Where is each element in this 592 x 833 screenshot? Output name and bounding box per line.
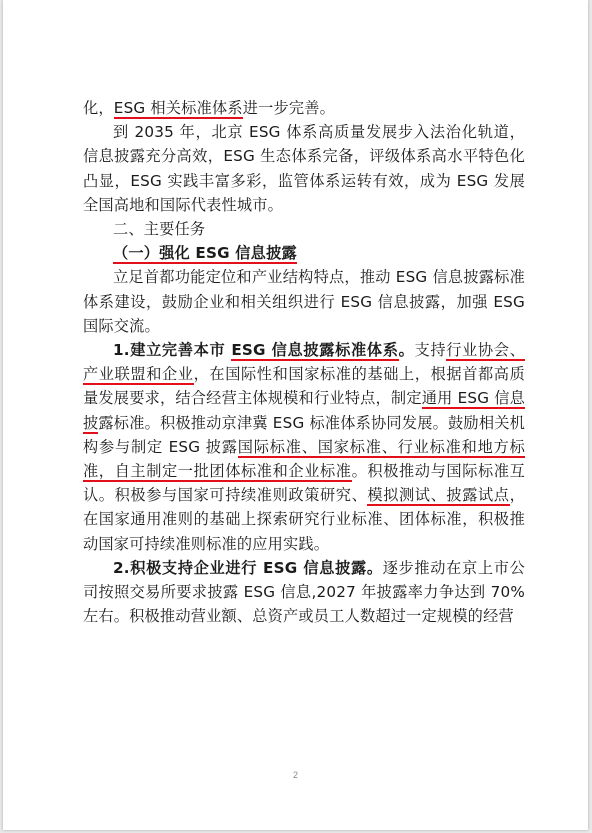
highlight-underline: ESG 相关标准体系 — [113, 99, 243, 117]
document-page — [3, 0, 588, 830]
highlight-underline: 国际标准、国家标准、行业标准和地方标准，自主制定一批团体标准和企业标准 — [83, 437, 525, 481]
paragraph-goal-end: 化，ESG 相关标准体系进一步完善。 — [83, 99, 336, 117]
highlight-underline: 模拟测试、披露试点 — [367, 486, 510, 505]
highlight-underline: 行业协会、产业联盟和企业 — [83, 341, 526, 384]
section-heading: 二、主要任务 — [113, 220, 206, 239]
highlight-underline: ESG 信息披露标准体系 — [231, 341, 399, 360]
paragraph-item-1: 1.建立完善本市 ESG 信息披露标准体系。支持行业协会、产业联盟和企业，在国际性和国家标准的基础上，根据首都高质量发展要求，结合经营主体规模和行业特点，制定通用 ESG 信息披露标准。积极推动京津冀 ESG 标准体系协同发展。鼓励相关机构参与制定 ESG 披露国际标准、国家标准、行业标准和地方标准，自主制定一批团体标准和企业标准。积极推动与国际标准互认。积极参与国家可持续准则政策研究、模拟测试、披露试点，在国家通用准则的基础上探索研究行业标准、团体标准，积极推动国家可持续准则标准的应用实践。 — [83, 341, 526, 553]
subsection-heading — [83, 241, 525, 265]
highlight-underline: （一）强化 ESG 信息披露 — [113, 244, 297, 263]
page-number: 2 — [292, 770, 298, 780]
highlight-underline: 通用 ESG 信息披 — [83, 389, 525, 432]
document-body — [83, 96, 525, 628]
paragraph-intro: 立足首都功能定位和产业结构特点，推动 ESG 信息披露标准体系建设，鼓励企业和相关组织进行 ESG 信息披露，加强 ESG 国际交流。 — [83, 268, 525, 335]
paragraph-item-2: 2.积极支持企业进行 ESG 信息披露。逐步推动在京上市公司按照交易所要求披露 ESG 信息,2027 年披露率力争达到 70%左右。积极推动营业额、总资产或员工人数超过一定规模的经营 — [83, 558, 525, 626]
paragraph-2035-vision: 到 2035 年，北京 ESG 体系高质量发展步入法治化轨道，信息披露充分高效，ESG 生态体系完备，评级体系高水平特色化凸显，ESG 实践丰富多彩，监管体系运转有效，成为 ESG 发展全国高地和国际代表性城市。 — [83, 123, 525, 214]
